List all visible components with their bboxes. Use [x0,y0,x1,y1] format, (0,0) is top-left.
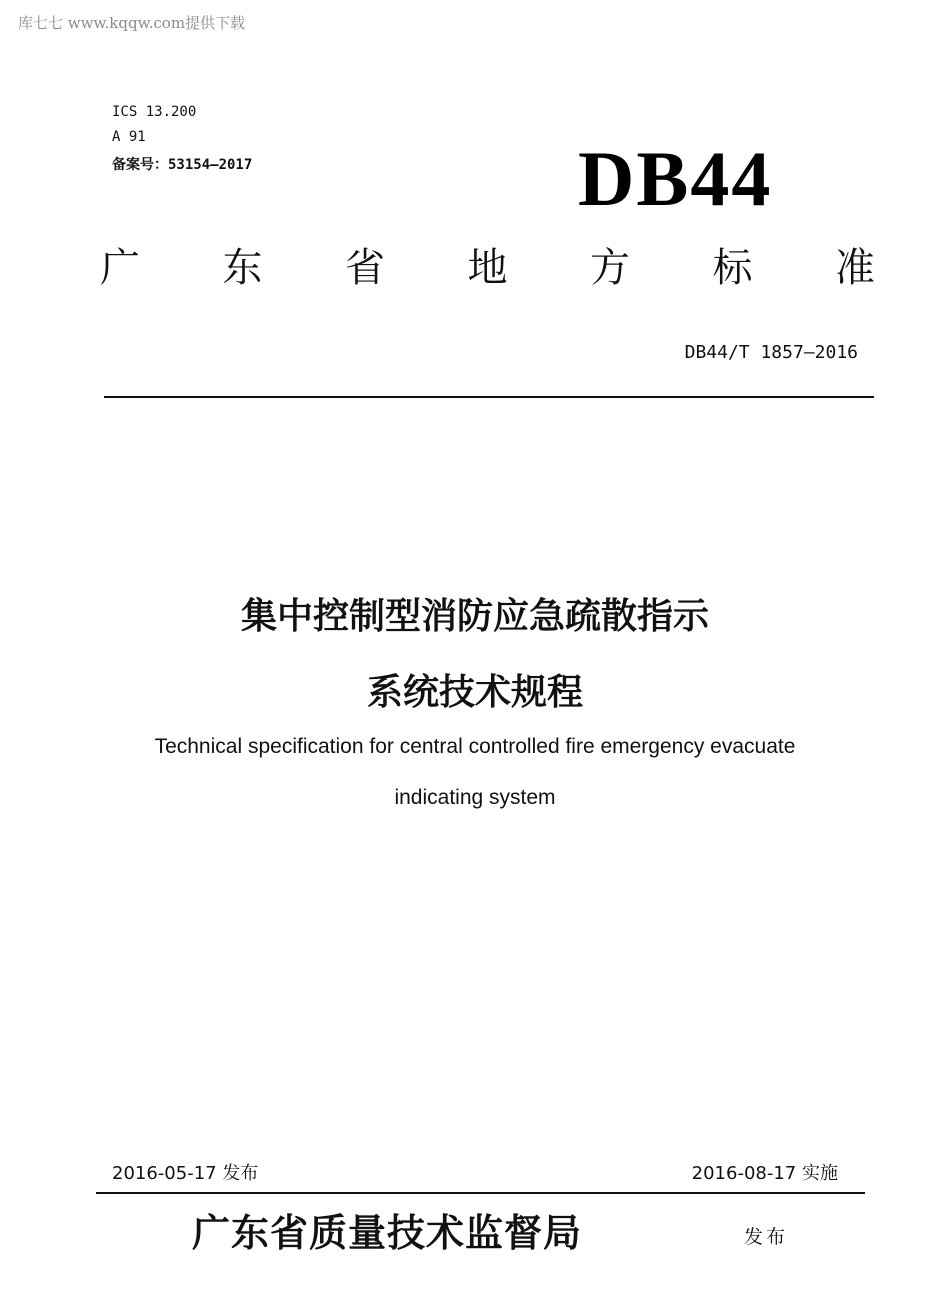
standard-type-char: 方 [590,245,630,291]
standard-number: DB44/T 1857—2016 [684,342,858,363]
standard-type-char: 准 [835,245,875,291]
db44-logo: DB44 [578,135,773,222]
issue-label: 发布 [744,1226,789,1248]
effective-date: 2016-08-17 实施 [691,1163,838,1184]
standard-type-char: 标 [712,245,753,291]
watermark-text: 库七七 www.kqqw.com提供下载 [18,14,246,32]
issuer-name: 广东省质量技术监督局 [192,1210,583,1255]
bottom-divider [96,1192,865,1194]
title-cn-line2: 系统技术规程 [366,672,583,713]
title-cn-line1: 集中控制型消防应急疏散指示 [240,596,709,637]
title-en-line2: indicating system [394,786,556,809]
issue-date: 2016-05-17 发布 [112,1163,259,1184]
top-divider [104,396,874,398]
record-number: 备案号：53154—2017 [112,157,253,173]
title-en-line1: Technical specification for central controlled fire emergency evacuate [154,735,796,758]
standard-type-char: 东 [222,245,263,291]
standard-type-heading [100,246,875,290]
standard-type-char: 广 [100,245,140,291]
standard-type-char: 地 [467,245,508,291]
ics-code: ICS 13.200 [112,104,197,120]
standard-type-char: 省 [345,245,385,291]
ccs-code: A 91 [112,129,146,145]
